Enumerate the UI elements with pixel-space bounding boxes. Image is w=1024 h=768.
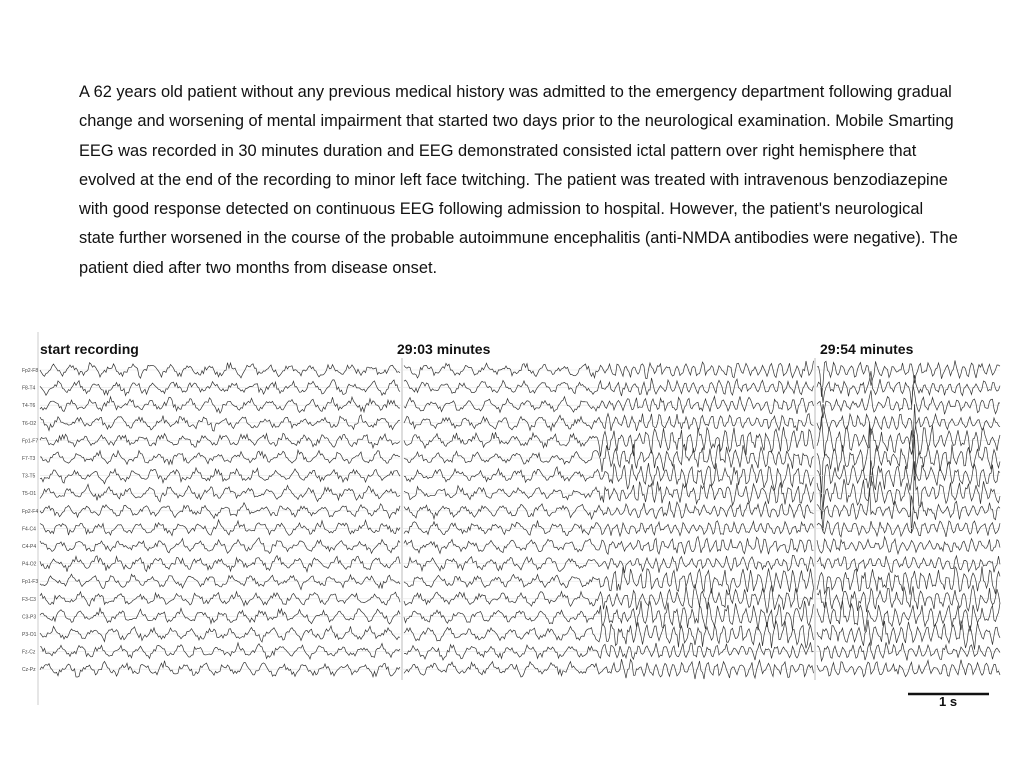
eeg-trace — [817, 620, 1000, 650]
eeg-trace — [817, 435, 1000, 513]
eeg-trace — [817, 424, 1000, 498]
segment-label-start: start recording — [40, 341, 139, 357]
eeg-trace — [404, 501, 814, 519]
channel-label: Fp1-F3 — [22, 579, 39, 586]
eeg-trace — [817, 521, 1000, 537]
eeg-trace — [40, 608, 400, 624]
channel-label: F4-C4 — [22, 526, 36, 533]
eeg-trace — [404, 567, 814, 594]
channel-label: F8-T4 — [22, 385, 36, 392]
channel-label: Fz-Cz — [22, 649, 36, 656]
channel-label: T5-O1 — [22, 491, 37, 498]
channel-label: T6-O2 — [22, 420, 37, 427]
channel-label: F3-C3 — [22, 596, 36, 603]
eeg-trace — [817, 556, 1000, 573]
channel-label: P3-O1 — [22, 632, 37, 638]
eeg-trace — [404, 642, 814, 660]
eeg-trace — [40, 661, 400, 677]
channel-label: Cz-Pz — [22, 667, 36, 674]
channel-label: Fp2-F8 — [22, 368, 39, 374]
channel-label: T3-T5 — [22, 473, 36, 480]
eeg-trace — [404, 601, 814, 631]
channel-label: C3-P3 — [22, 614, 37, 621]
channel-label: F7-T3 — [22, 456, 36, 462]
eeg-trace — [817, 660, 1000, 677]
segment-label-2903: 29:03 minutes — [397, 341, 491, 357]
channel-label: Fp2-F4 — [22, 508, 39, 515]
eeg-trace — [40, 450, 400, 464]
eeg-trace — [404, 463, 814, 490]
eeg-trace — [404, 537, 814, 555]
eeg-trace — [404, 555, 814, 573]
channel-label: P4-O2 — [22, 561, 37, 568]
eeg-trace — [817, 600, 1000, 631]
eeg-trace — [404, 378, 814, 396]
eeg-trace — [404, 621, 814, 648]
eeg-trace — [817, 404, 1000, 456]
eeg-trace — [40, 363, 400, 379]
eeg-trace — [817, 537, 1000, 554]
eeg-trace — [404, 427, 814, 457]
channel-label: C4-P4 — [22, 544, 37, 550]
eeg-trace — [40, 520, 400, 536]
channel-label: T4-T6 — [22, 403, 36, 410]
segment-label-2954: 29:54 minutes — [820, 341, 914, 357]
channel-label: Fp1-F7 — [22, 438, 39, 445]
eeg-trace — [40, 643, 400, 659]
eeg-trace — [817, 566, 1000, 594]
eeg-trace — [404, 414, 814, 432]
scale-bar-label: 1 s — [939, 694, 958, 709]
eeg-trace — [40, 574, 400, 589]
case-description: A 62 years old patient without any previous medical history was admitted to the emergency department following gradual change and worsening of mental impairment that started two days prior to the neurological examination. Mobile Smarting EEG was recorded in 30 minutes duration and EEG demonstrated consisted ictal pattern over right hemisphere that evolved at the end of the recording to minor left face twitching. The patient was treated with intravenous benzodiazepine with good response detected on continuous EEG following admission to hospital. However, the patient's neurological state further worsened in the course of the probable autoimmune encephalitis (anti-NMDA antibodies were negative). The patient died after two months from disease onset. — [79, 83, 958, 277]
eeg-trace — [817, 371, 1000, 405]
eeg-trace — [40, 538, 400, 554]
